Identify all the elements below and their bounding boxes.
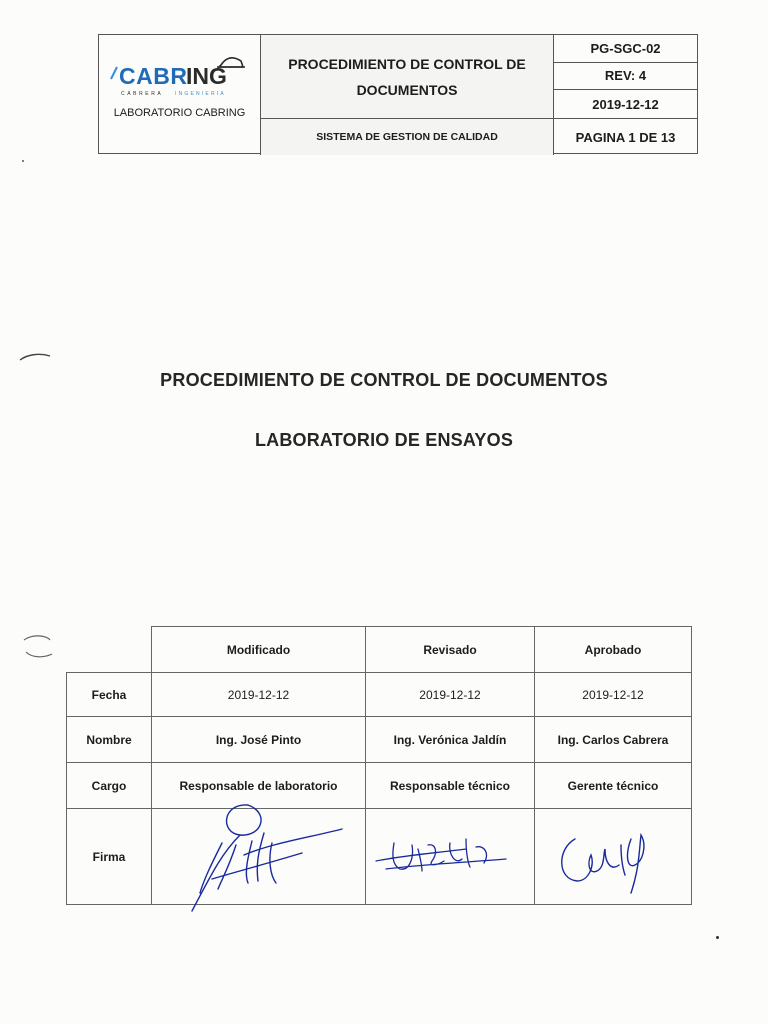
fecha-revisado: 2019-12-12 <box>366 673 535 717</box>
signature-modificado <box>152 809 366 905</box>
row-label-cargo: Cargo <box>67 763 152 809</box>
signature-aprobado <box>535 809 692 905</box>
header-title-line2: DOCUMENTOS <box>356 81 458 98</box>
cargo-revisado: Responsable técnico <box>366 763 535 809</box>
punch-hole-mark <box>20 632 54 660</box>
scan-mark <box>18 350 52 364</box>
svg-text:CABR: CABR <box>119 63 188 89</box>
row-label-fecha: Fecha <box>67 673 152 717</box>
nombre-aprobado: Ing. Carlos Cabrera <box>535 717 692 763</box>
row-label-nombre: Nombre <box>67 717 152 763</box>
revision-number: REV: 4 <box>554 63 697 91</box>
cargo-aprobado: Gerente técnico <box>535 763 692 809</box>
page-number: PAGINA 1 DE 13 <box>575 129 676 145</box>
fecha-aprobado: 2019-12-12 <box>535 673 692 717</box>
header-meta <box>554 35 697 119</box>
header-title <box>261 35 554 119</box>
document-header <box>98 34 698 154</box>
svg-text:INGENIERIA: INGENIERIA <box>175 91 226 97</box>
document-subtitle: LABORATORIO DE ENSAYOS <box>254 430 514 450</box>
document-date: 2019-12-12 <box>592 96 659 112</box>
nombre-modificado: Ing. José Pinto <box>152 717 366 763</box>
scan-dot <box>22 160 24 162</box>
svg-text:CABRERA: CABRERA <box>121 91 164 97</box>
lab-name: LABORATORIO CABRING <box>99 107 261 155</box>
fecha-modificado: 2019-12-12 <box>152 673 366 717</box>
cargo-modificado: Responsable de laboratorio <box>152 763 366 809</box>
nombre-revisado: Ing. Verónica Jaldín <box>366 717 535 763</box>
row-label-firma: Firma <box>67 809 152 905</box>
logo-cell <box>99 35 261 119</box>
blank-corner <box>67 627 152 673</box>
document-code: PG-SGC-02 <box>554 35 697 63</box>
column-header-revisado: Revisado <box>366 627 535 673</box>
header-title-line1: PROCEDIMIENTO DE CONTROL DE <box>288 55 526 72</box>
company-logo <box>105 51 255 101</box>
svg-text:ING: ING <box>186 63 227 89</box>
column-header-aprobado: Aprobado <box>535 627 692 673</box>
scan-dot <box>716 936 719 939</box>
document-title: PROCEDIMIENTO DE CONTROL DE DOCUMENTOS <box>160 370 608 390</box>
signature-revisado <box>366 809 535 905</box>
approval-table <box>66 626 692 905</box>
quality-system: SISTEMA DE GESTION DE CALIDAD <box>261 119 554 155</box>
column-header-modificado: Modificado <box>152 627 366 673</box>
